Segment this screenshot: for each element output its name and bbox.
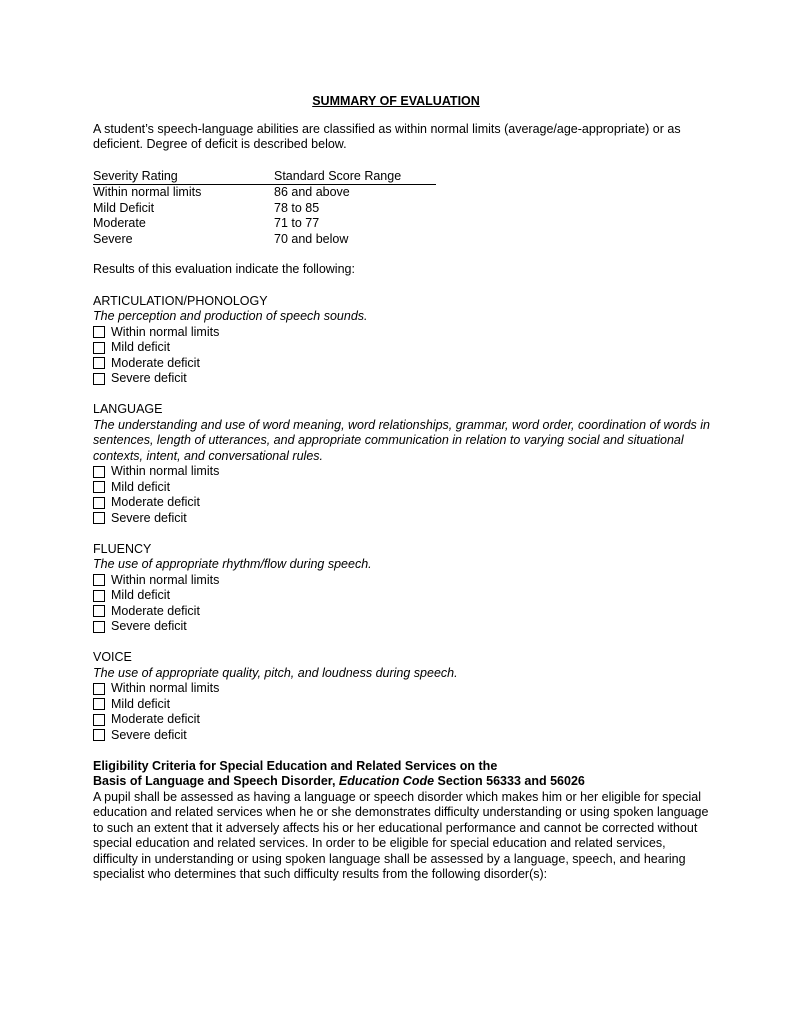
checkbox-option[interactable] [93, 464, 713, 480]
severity-rating-cell: Moderate [93, 216, 146, 230]
checkbox[interactable] [93, 481, 105, 493]
section-heading: ARTICULATION/PHONOLOGY [93, 293, 268, 308]
eligibility-heading-italic: Education Code [338, 774, 435, 788]
eligibility-section [93, 759, 713, 883]
score-range-cell: 78 to 85 [274, 200, 320, 215]
eligibility-body: A pupil shall be assessed as having a language or speech disorder which makes him or her eligible for special education and related services when he or she demonstrates difficulty understanding or using spoken language to such an extent that it adversely affects his or her educational performance and cannot be corrected without special education and related services. In order to be eligible for special education and related services, difficulty in understanding or using spoken language shall be assessed by a language, speech, and hearing specialist who determines that such difficulty results from the following disorder(s): [93, 789, 709, 881]
checkbox[interactable] [93, 342, 105, 354]
checkbox[interactable] [93, 683, 105, 695]
score-range-cell: 70 and below [274, 231, 349, 246]
document-title: SUMMARY OF EVALUATION [312, 94, 480, 108]
checkbox[interactable] [93, 497, 105, 509]
score-range-header: Standard Score Range [274, 169, 436, 185]
option-label: Within normal limits [111, 681, 220, 695]
eligibility-heading-line1: Eligibility Criteria for Special Education and Related Services on the [93, 758, 498, 773]
severity-table [93, 169, 436, 248]
checkbox[interactable] [93, 357, 105, 369]
eligibility-heading-line2 [93, 774, 713, 790]
checkbox-option[interactable] [93, 480, 713, 496]
section-fluency [93, 542, 713, 635]
option-label: Severe deficit [111, 510, 187, 525]
checkbox-option[interactable] [93, 588, 713, 604]
section-language [93, 402, 713, 526]
option-label: Moderate deficit [111, 712, 200, 726]
table-row [93, 185, 436, 201]
option-label: Mild deficit [111, 588, 171, 602]
option-label: Mild deficit [111, 479, 171, 494]
section-description: The perception and production of speech sounds. [93, 309, 368, 323]
section-description: The understanding and use of word meaning, word relationships, grammar, word order, coordination of words in sentences, length of utterances, and appropriate communication in relation to varying social and situational contexts, intent, and conversational rules. [93, 417, 711, 463]
checkbox[interactable] [93, 605, 105, 617]
option-label: Within normal limits [111, 464, 220, 478]
severity-rating-cell: Within normal limits [93, 185, 202, 199]
section-description: The use of appropriate rhythm/flow during speech. [93, 557, 372, 571]
checkbox[interactable] [93, 373, 105, 385]
severity-rating-header: Severity Rating [93, 169, 274, 185]
checkbox[interactable] [93, 326, 105, 338]
score-range-cell: 71 to 77 [274, 216, 320, 230]
checkbox-option[interactable] [93, 511, 713, 527]
option-label: Moderate deficit [111, 603, 200, 618]
option-label: Within normal limits [111, 572, 220, 587]
option-label: Mild deficit [111, 696, 171, 711]
severity-rating-cell: Mild Deficit [93, 200, 155, 215]
eligibility-heading-prefix: Basis of Language and Speech Disorder, [93, 774, 339, 788]
checkbox-option[interactable] [93, 356, 713, 372]
checkbox[interactable] [93, 621, 105, 633]
section-description: The use of appropriate quality, pitch, and loudness during speech. [93, 665, 458, 680]
document-page [93, 94, 713, 883]
section-voice [93, 650, 713, 743]
intro-paragraph: A student’s speech-language abilities are classified as within normal limits (average/age-appropriate) or as deficient. Degree of deficit is described below. [93, 121, 681, 151]
option-label: Severe deficit [111, 619, 187, 633]
option-label: Mild deficit [111, 340, 171, 354]
eligibility-heading-suffix: Section 56333 and 56026 [434, 774, 585, 788]
table-row [93, 201, 436, 217]
section-heading: VOICE [93, 650, 132, 664]
checkbox[interactable] [93, 698, 105, 710]
table-row [93, 216, 436, 232]
section-heading: LANGUAGE [93, 402, 163, 416]
checkbox-option[interactable] [93, 681, 713, 697]
checkbox-option[interactable] [93, 697, 713, 713]
checkbox[interactable] [93, 714, 105, 726]
checkbox-option[interactable] [93, 573, 713, 589]
checkbox[interactable] [93, 466, 105, 478]
checkbox[interactable] [93, 590, 105, 602]
checkbox-option[interactable] [93, 604, 713, 620]
checkbox-option[interactable] [93, 728, 713, 744]
section-heading: FLUENCY [93, 541, 152, 556]
checkbox-option[interactable] [93, 495, 713, 511]
table-row [93, 232, 436, 248]
score-range-cell: 86 and above [274, 185, 350, 199]
checkbox[interactable] [93, 512, 105, 524]
checkbox-option[interactable] [93, 619, 713, 635]
section-articulation-phonology [93, 294, 713, 387]
option-label: Moderate deficit [111, 355, 200, 370]
checkbox-option[interactable] [93, 371, 713, 387]
checkbox[interactable] [93, 729, 105, 741]
option-label: Severe deficit [111, 371, 187, 385]
severity-rating-cell: Severe [93, 231, 133, 246]
checkbox-option[interactable] [93, 712, 713, 728]
option-label: Severe deficit [111, 727, 187, 742]
checkbox-option[interactable] [93, 340, 713, 356]
checkbox-option[interactable] [93, 325, 713, 341]
option-label: Within normal limits [111, 324, 220, 339]
checkbox[interactable] [93, 574, 105, 586]
results-intro: Results of this evaluation indicate the following: [93, 262, 355, 276]
option-label: Moderate deficit [111, 495, 200, 509]
